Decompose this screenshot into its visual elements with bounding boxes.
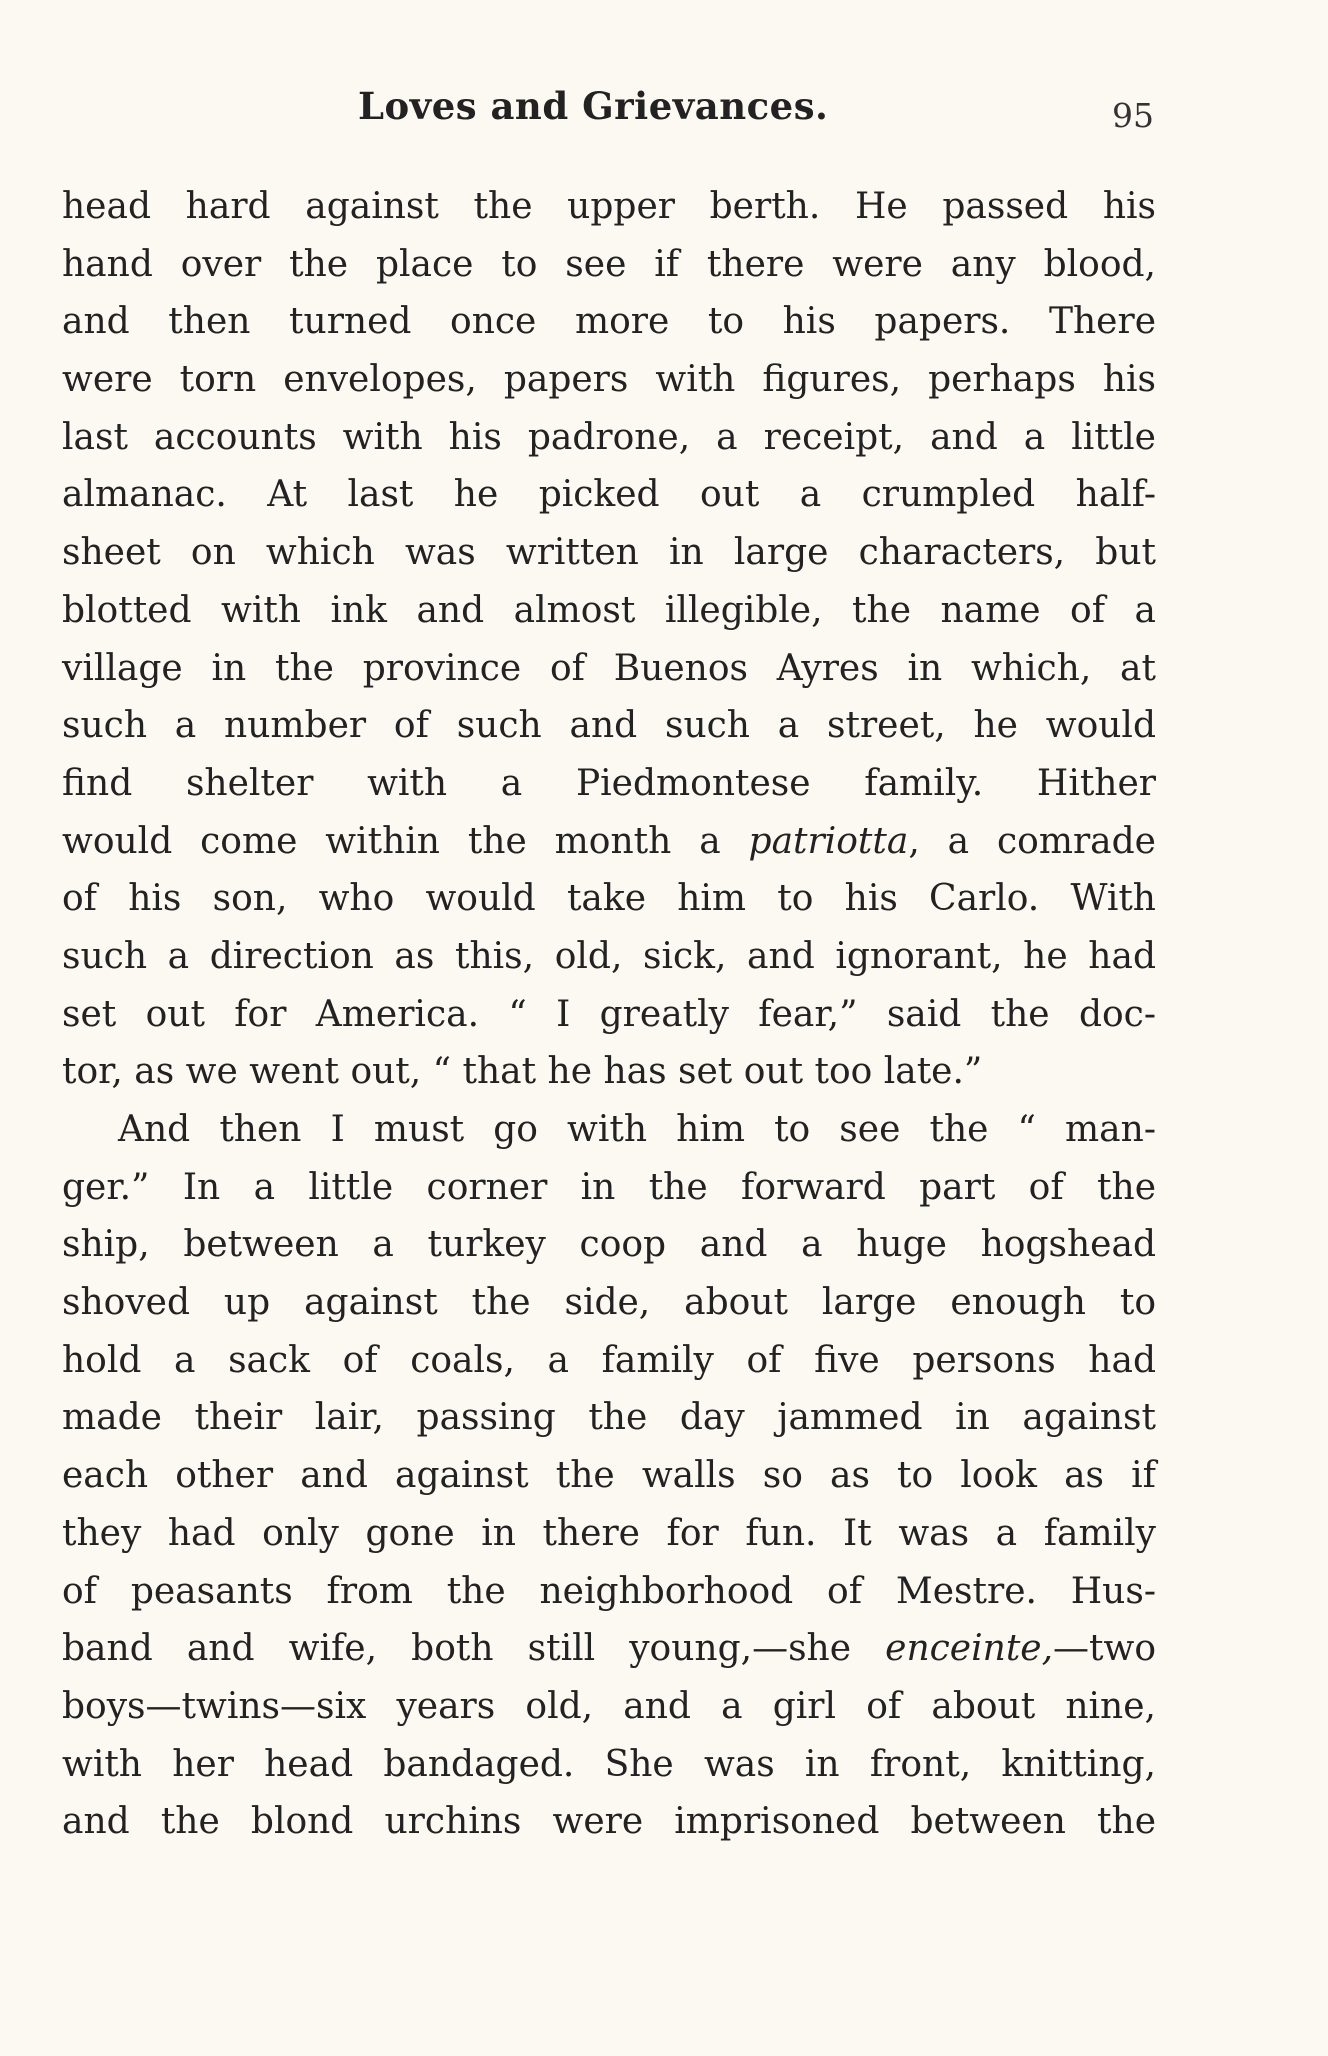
text-line: tor, as we went out, “ that he has set out too late.” xyxy=(62,1051,983,1093)
text-line xyxy=(62,1620,1156,1678)
running-head-title: Loves and Grievances. xyxy=(358,84,829,128)
text-run: , a comrade xyxy=(908,820,1156,862)
text-line: and the blond urchins were imprisoned between the xyxy=(62,1801,1156,1843)
text-line: made their lair, passing the day jammed in against xyxy=(62,1397,1156,1439)
text-line: each other and against the walls so as to look as if xyxy=(62,1455,1156,1497)
text-line: ship, between a turkey coop and a huge hogshead xyxy=(62,1224,1156,1266)
text-run: —two xyxy=(1053,1628,1156,1670)
page-number: 95 xyxy=(1112,96,1154,135)
text-line: hold a sack of coals, a family of five persons had xyxy=(62,1339,1156,1381)
text-line: sheet on which was written in large characters, but xyxy=(62,532,1156,574)
text-line: with her head bandaged. She was in front, knitting, xyxy=(62,1743,1156,1785)
text-line: set out for America. “ I greatly fear,” said the doc- xyxy=(62,993,1156,1035)
text-line: such a number of such and such a street, he would xyxy=(62,705,1156,747)
text-line: last accounts with his padrone, a receipt, and a little xyxy=(62,416,1156,458)
text-line: ger.” In a little corner in the forward part of the xyxy=(62,1166,1156,1208)
text-line: village in the province of Buenos Ayres in which, at xyxy=(62,647,1156,689)
text-line: hand over the place to see if there were any blood, xyxy=(62,243,1156,285)
text-line: and then turned once more to his papers. There xyxy=(62,301,1156,343)
text-run: band and wife, both still young,—she xyxy=(62,1628,886,1670)
text-line: they had only gone in there for fun. It was a family xyxy=(62,1512,1156,1554)
text-line: blotted with ink and almost illegible, the name of a xyxy=(62,589,1156,631)
text-line: were torn envelopes, papers with figures, perhaps his xyxy=(62,359,1156,401)
text-line: boys—twins—six years old, and a girl of about nine, xyxy=(62,1685,1156,1727)
text-line: head hard against the upper berth. He passed his xyxy=(62,186,1156,227)
text-line: of peasants from the neighborhood of Mestre. Hus- xyxy=(62,1570,1156,1612)
text-line xyxy=(62,813,1156,871)
text-line: And then I must go with him to see the “ man- xyxy=(118,1109,1156,1150)
text-line: find shelter with a Piedmontese family. Hither xyxy=(62,762,1156,804)
text-line: such a direction as this, old, sick, and ignorant, he had xyxy=(62,935,1156,977)
text-line: almanac. At last he picked out a crumpled half- xyxy=(62,474,1156,516)
text-run: would come within the month a xyxy=(62,820,749,862)
text-line: of his son, who would take him to his Carlo. With xyxy=(62,878,1156,920)
italic-text-run: enceinte, xyxy=(885,1628,1054,1670)
italic-text-run: patriotta xyxy=(748,820,909,862)
text-line: shoved up against the side, about large enough to xyxy=(62,1282,1156,1324)
body-text xyxy=(62,178,1156,1851)
